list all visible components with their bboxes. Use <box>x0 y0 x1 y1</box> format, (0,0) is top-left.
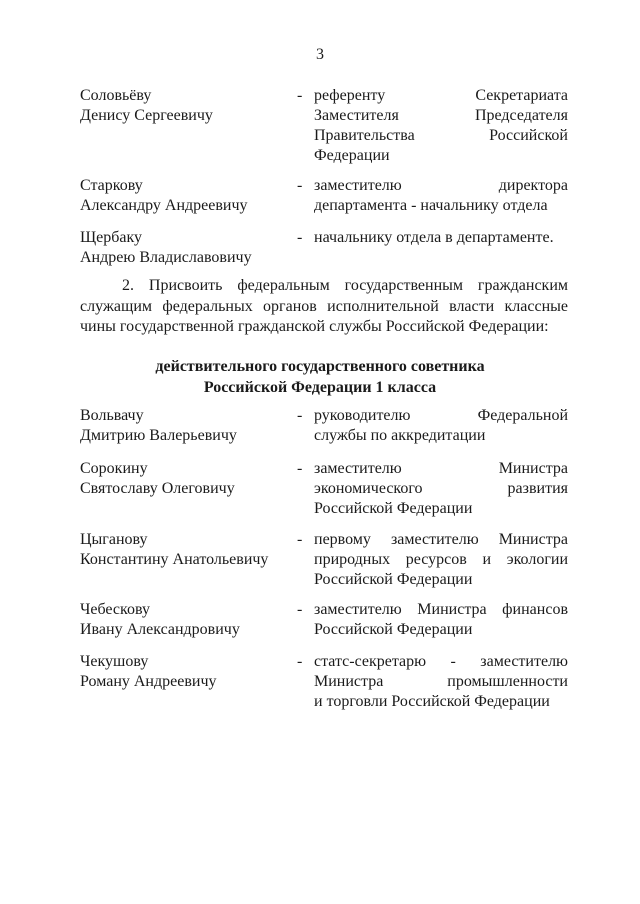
position-line: Правительства Российской <box>314 127 568 144</box>
paragraph-line: 2. Присвоить федеральным государственным гражданским <box>122 277 568 294</box>
position-text <box>314 530 568 590</box>
surname: Цыганову <box>80 531 148 548</box>
person-name <box>80 600 290 640</box>
person-name <box>80 652 290 692</box>
position-line: Российской Федерации <box>314 500 473 517</box>
person-name <box>80 406 290 446</box>
position-line: руководителю Федеральной <box>314 407 568 424</box>
given-names: Андрею Владиславовичу <box>80 249 252 266</box>
position-line: природных ресурсов и экологии <box>314 551 568 568</box>
position-line: Российской Федерации <box>314 621 473 638</box>
position-line: Заместителя Председателя <box>314 107 568 124</box>
position-text <box>314 652 568 712</box>
person-name <box>80 459 290 499</box>
position-line: референту Секретариата <box>314 87 568 104</box>
dash-separator: - <box>297 229 303 246</box>
position-text <box>314 228 568 248</box>
position-text <box>314 459 568 519</box>
position-line: экономического развития <box>314 480 568 497</box>
position-line: статс-секретарю - заместителю <box>314 653 568 670</box>
given-names: Денису Сергеевичу <box>80 107 213 124</box>
position-text <box>314 86 568 166</box>
given-names: Роману Андреевичу <box>80 673 217 690</box>
heading-line: действительного государственного советника <box>155 358 485 375</box>
surname: Щербаку <box>80 229 143 246</box>
position-line: начальнику отдела в департаменте. <box>314 229 554 246</box>
position-line: заместителю директора <box>314 177 568 194</box>
dash-separator: - <box>297 653 303 670</box>
position-line: и торговли Российской Федерации <box>314 693 550 710</box>
position-line: Федерации <box>314 147 390 164</box>
given-names: Дмитрию Валерьевичу <box>80 427 237 444</box>
surname: Чебескову <box>80 601 150 618</box>
decree-paragraph <box>80 276 568 338</box>
surname: Старкову <box>80 177 143 194</box>
position-line: заместителю Министра финансов <box>314 601 568 618</box>
dash-separator: - <box>297 460 303 477</box>
dash-separator: - <box>297 531 303 548</box>
dash-separator: - <box>297 177 303 194</box>
given-names: Ивану Александровичу <box>80 621 240 638</box>
position-line: департамента - начальнику отдела <box>314 197 548 214</box>
rank-heading <box>0 356 640 398</box>
given-names: Александру Андреевичу <box>80 197 248 214</box>
position-text <box>314 406 568 446</box>
surname: Чекушову <box>80 653 149 670</box>
heading-line: Российской Федерации 1 класса <box>203 379 437 396</box>
person-name <box>80 228 290 268</box>
position-line: Российской Федерации <box>314 571 473 588</box>
position-text <box>314 176 568 216</box>
position-line: первому заместителю Министра <box>314 531 568 548</box>
given-names: Святославу Олеговичу <box>80 480 235 497</box>
position-line: Министра промышленности <box>314 673 568 690</box>
person-name <box>80 176 290 216</box>
position-line: заместителю Министра <box>314 460 568 477</box>
person-name <box>80 530 290 570</box>
position-line: службы по аккредитации <box>314 427 486 444</box>
person-name <box>80 86 290 126</box>
given-names: Константину Анатольевичу <box>80 551 269 568</box>
surname: Вольвачу <box>80 407 144 424</box>
dash-separator: - <box>297 407 303 424</box>
surname: Соловьёву <box>80 87 152 104</box>
dash-separator: - <box>297 87 303 104</box>
position-text <box>314 600 568 640</box>
page-number: 3 <box>316 46 324 63</box>
dash-separator: - <box>297 601 303 618</box>
paragraph-line: служащим федеральных органов исполнительной власти классные <box>80 297 568 315</box>
paragraph-line: чины государственной гражданской службы Российской Федерации: <box>80 318 549 335</box>
surname: Сорокину <box>80 460 148 477</box>
